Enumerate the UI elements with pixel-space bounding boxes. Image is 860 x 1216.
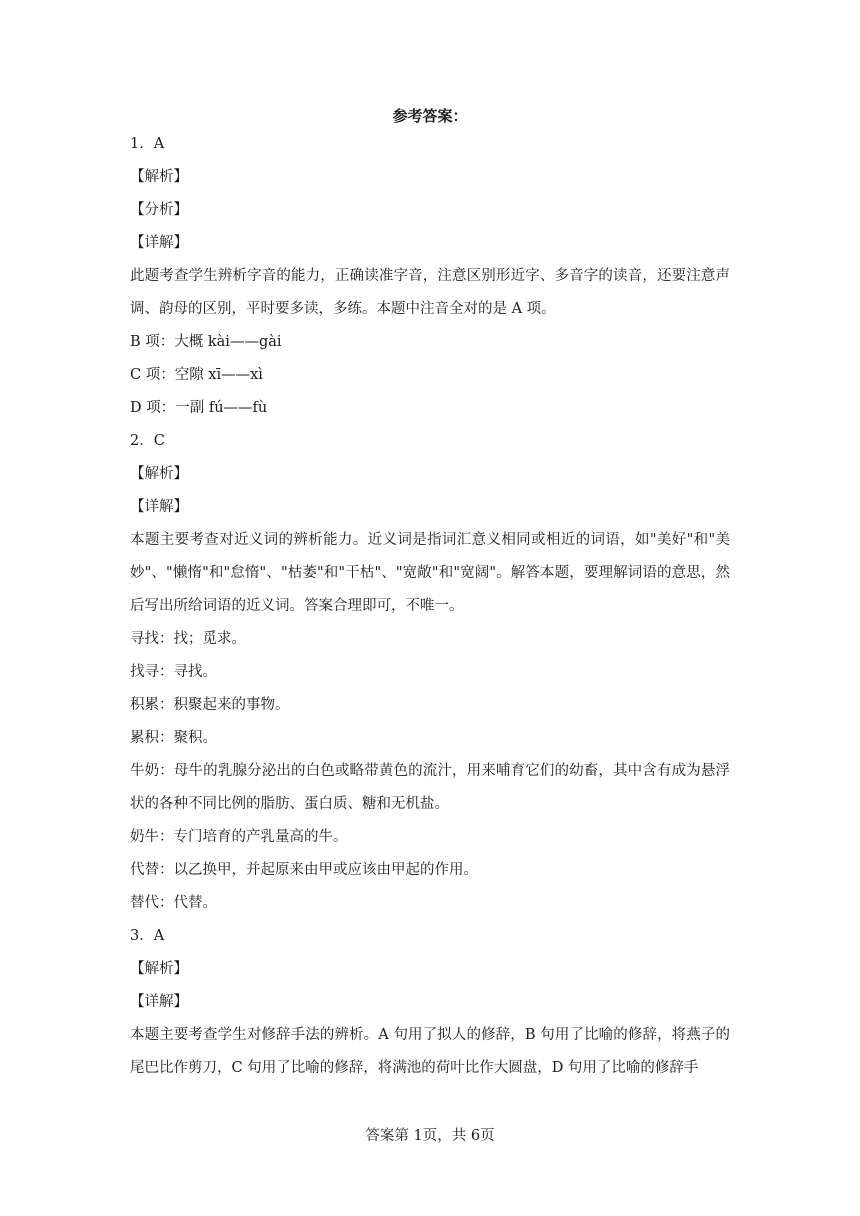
answer-line: 找寻：寻找。 [130, 664, 217, 680]
answer-paragraph: 本题主要考查对近义词的辨析能力。近义词是指词汇意义相同或相近的词语，如"美好"和"美妙"、"懒惰"和"怠惰"、"枯萎"和"干枯"、"宽敞"和"宽阔"。解答本题，要理解词语的意思，然后写出所给词语的近义词。答案合理即可，不唯一。 [130, 531, 730, 614]
answer-line: 2．C [130, 433, 165, 449]
answer-paragraph: 本题主要考查学生对修辞手法的辨析。A 句用了拟人的修辞，B 句用了比喻的修辞，将燕子的尾巴比作剪刀，C 句用了比喻的修辞，将满池的荷叶比作大圆盘，D 句用了比喻的修辞手 [130, 1026, 730, 1076]
answer-line: 【详解】 [130, 499, 188, 515]
answer-paragraph: 此题考查学生辨析字音的能力，正确读准字音，注意区别形近字、多音字的读音，还要注意声调、韵母的区别，平时要多读，多练。本题中注音全对的是 A 项。 [130, 267, 730, 317]
answer-line: 3．A [130, 928, 165, 944]
answer-line: 积累：积聚起来的事物。 [130, 697, 290, 713]
answer-line: 累积：聚积。 [130, 730, 217, 746]
answer-line: 寻找：找；觅求。 [130, 631, 246, 647]
answer-line: 替代：代替。 [130, 895, 217, 911]
answer-line: 【详解】 [130, 235, 188, 251]
answer-line: B 项：大概 kài——gài [130, 334, 282, 350]
answer-line: C 项：空隙 xī——xì [130, 367, 263, 383]
page-footer: 答案第 1页，共 6页 [365, 1128, 495, 1144]
answer-line: 【解析】 [130, 169, 188, 185]
answer-line: 【详解】 [130, 994, 188, 1010]
answer-line: 1．A [130, 136, 165, 152]
answer-line: 【解析】 [130, 466, 188, 482]
answer-line: D 项：一副 fú——fù [130, 400, 268, 416]
answer-line: 奶牛：专门培育的产乳量高的牛。 [130, 829, 348, 845]
page-title: 参考答案： [392, 107, 468, 125]
answer-paragraph: 牛奶：母牛的乳腺分泌出的白色或略带黄色的流汁，用来哺育它们的幼畜，其中含有成为悬浮状的各种不同比例的脂肪、蛋白质、糖和无机盐。 [130, 762, 730, 812]
answer-line: 【解析】 [130, 961, 188, 977]
answer-line: 【分析】 [130, 202, 188, 218]
answer-content [130, 133, 730, 1090]
answer-line: 代替：以乙换甲，并起原来由甲或应该由甲起的作用。 [130, 862, 478, 878]
